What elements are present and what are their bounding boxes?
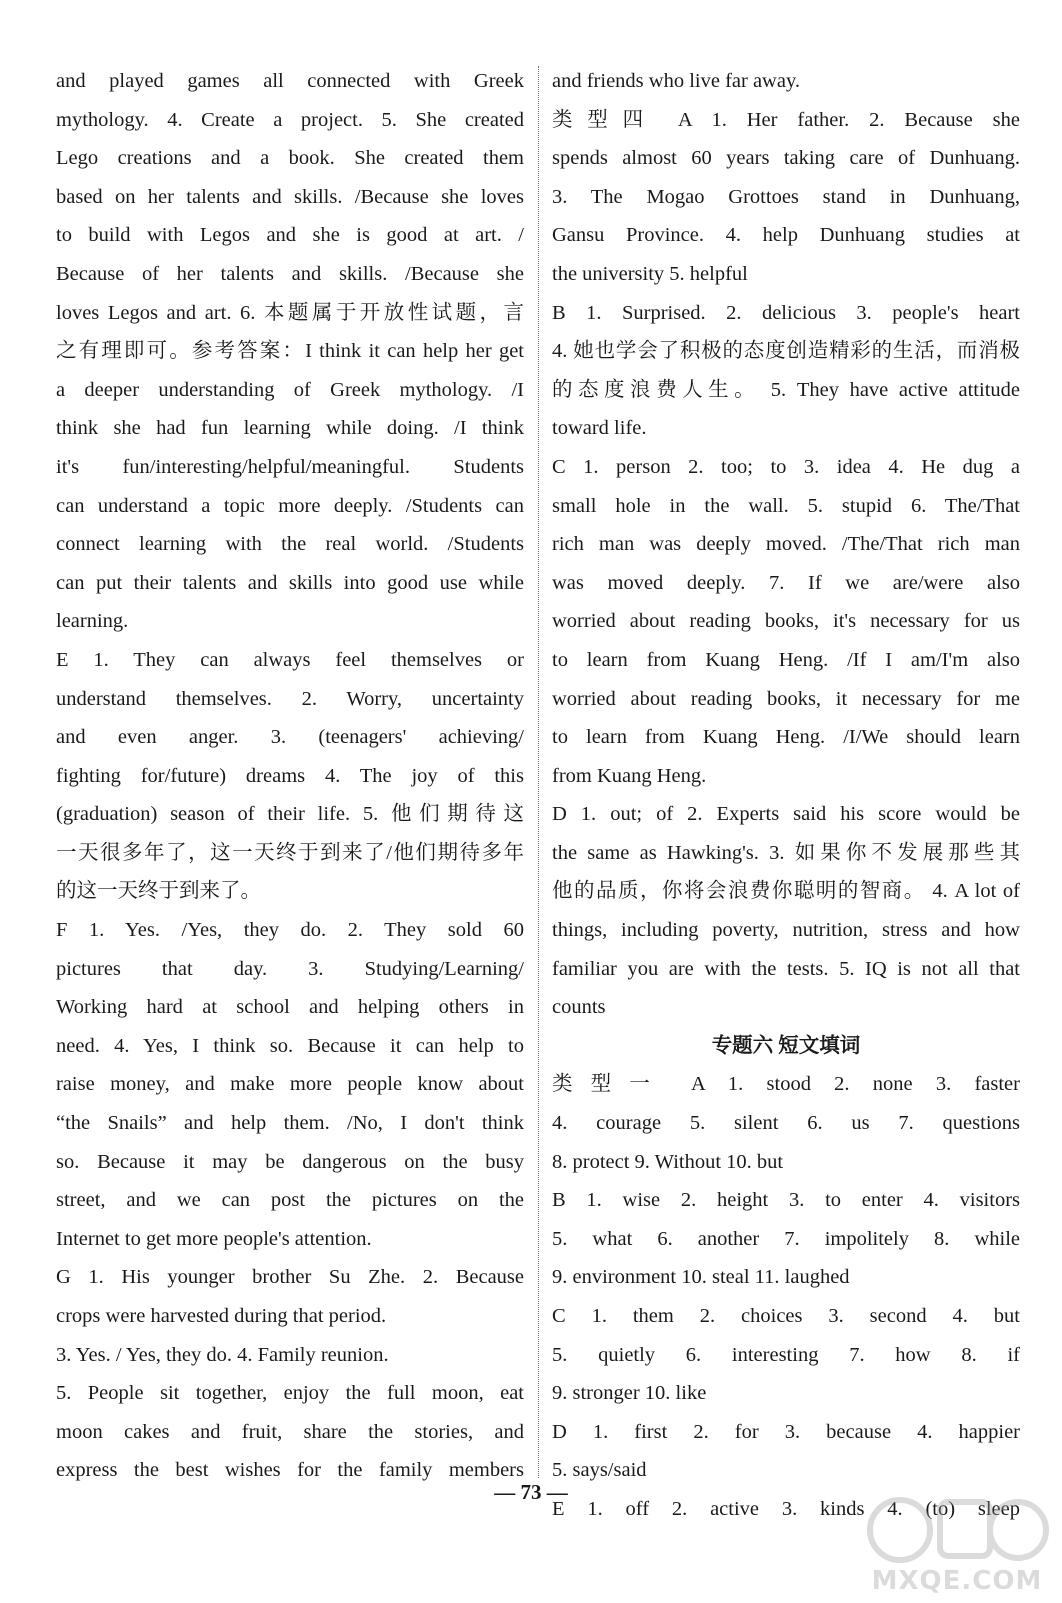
left-answer-line: understand themselves. 2. Worry, uncertainty <box>56 687 524 710</box>
right-answer-line: D 1. first 2. for 3. because 4. happier <box>552 1420 1020 1443</box>
left-answer-line: and played games all connected with Greek <box>56 70 524 92</box>
left-answer-line: learning. <box>56 610 129 633</box>
right-answer-line: and friends who live far away. <box>552 70 800 92</box>
left-answer-line: raise money, and make more people know about <box>56 1073 524 1096</box>
left-answer-line: loves Legos and art. 6. 本题属于开放性试题，言 <box>56 301 524 324</box>
right-answer-line: was moved deeply. 7. If we are/were also <box>552 571 1020 594</box>
right-answer-line: worried about reading books, it necessary for me <box>552 687 1020 710</box>
left-answer-line: pictures that day. 3. Studying/Learning/ <box>56 957 524 980</box>
left-answer-line: can put their talents and skills into good use while <box>56 571 524 594</box>
page-number: — 73 — <box>494 1480 568 1504</box>
left-answer-line: street, and we can post the pictures on the <box>56 1189 524 1212</box>
left-answer-line: and even anger. 3. (teenagers' achieving/ <box>56 726 524 749</box>
right-answer-line: B 1. wise 2. height 3. to enter 4. visitors <box>552 1189 1020 1212</box>
right-answer-line: small hole in the wall. 5. stupid 6. The/That <box>552 494 1020 517</box>
left-answer-line: Lego creations and a book. She created them <box>56 147 524 170</box>
column-divider <box>538 66 539 1478</box>
left-answer-line: it's fun/interesting/helpful/meaningful. Students <box>56 455 524 478</box>
left-answer-line: fighting for/future) dreams 4. The joy of this <box>56 764 524 787</box>
right-answer-line: 5. says/said <box>552 1459 647 1482</box>
right-answer-line: 5. what 6. another 7. impolitely 8. while <box>552 1227 1020 1250</box>
right-answer-line: to learn from Kuang Heng. /If I am/I'm also <box>552 648 1020 671</box>
left-column <box>56 62 524 1490</box>
watermark-logo <box>862 1492 1052 1598</box>
right-answer-line: things, including poverty, nutrition, stress and how <box>552 919 1020 942</box>
right-answer-line: 9. stronger 10. like <box>552 1382 707 1405</box>
right-answer-line: 3. The Mogao Grottoes stand in Dunhuang, <box>552 185 1020 208</box>
right-answer-line: 4. 她也学会了积极的态度创造精彩的生活，而消极 <box>552 340 1020 363</box>
right-answer-line: B 1. Surprised. 2. delicious 3. people's heart <box>552 301 1020 324</box>
right-answer-line: D 1. out; of 2. Experts said his score would be <box>552 803 1020 826</box>
right-answer-line: the university 5. helpful <box>552 262 748 285</box>
right-answer-line: 8. protect 9. Without 10. but <box>552 1150 784 1173</box>
left-answer-line: connect learning with the real world. /Students <box>56 533 524 556</box>
left-answer-line: G 1. His younger brother Su Zhe. 2. Because <box>56 1266 524 1289</box>
left-answer-line: 5. People sit together, enjoy the full moon, eat <box>56 1382 524 1405</box>
left-answer-line: 的这一天终于到来了。 <box>56 880 261 903</box>
left-answer-line: to build with Legos and she is good at art. / <box>56 224 524 247</box>
right-answer-line: toward life. <box>552 417 647 440</box>
right-answer-line: C 1. person 2. too; to 3. idea 4. He dug a <box>552 455 1020 478</box>
left-answer-line: Internet to get more people's attention. <box>56 1227 372 1250</box>
left-answer-line: moon cakes and fruit, share the stories, and <box>56 1420 524 1443</box>
left-answer-line: F 1. Yes. /Yes, they do. 2. They sold 60 <box>56 919 524 942</box>
left-answer-line: need. 4. Yes, I think so. Because it can help to <box>56 1034 524 1057</box>
right-answer-line: rich man was deeply moved. /The/That rich man <box>552 533 1020 556</box>
right-answer-line: 专题六 短文填词 <box>711 1034 861 1057</box>
left-answer-line: 3. Yes. / Yes, they do. 4. Family reunion. <box>56 1343 389 1366</box>
right-answer-line: 类型一 A 1. stood 2. none 3. faster <box>552 1073 1020 1096</box>
right-answer-line: 类型四 A 1. Her father. 2. Because she <box>552 108 1020 131</box>
left-answer-line: so. Because it may be dangerous on the busy <box>56 1150 524 1173</box>
right-column <box>552 62 1020 1529</box>
right-answer-line: to learn from Kuang Heng. /I/We should learn <box>552 726 1020 749</box>
right-answer-line: counts <box>552 996 606 1019</box>
left-answer-line: Working hard at school and helping others in <box>56 996 524 1019</box>
right-answer-line: 他的品质，你将会浪费你聪明的智商。 4. A lot of <box>552 880 1020 903</box>
left-answer-line: based on her talents and skills. /Because she loves <box>56 185 524 208</box>
left-answer-line: (graduation) season of their life. 5. 他们期待这 <box>56 803 524 826</box>
right-answer-line: familiar you are with the tests. 5. IQ is not all that <box>552 957 1020 980</box>
left-answer-line: express the best wishes for the family members <box>56 1459 524 1482</box>
left-answer-line: mythology. 4. Create a project. 5. She created <box>56 108 524 131</box>
left-answer-line: E 1. They can always feel themselves or <box>56 648 524 671</box>
right-answer-line: spends almost 60 years taking care of Dunhuang. <box>552 147 1020 170</box>
left-answer-line: 一天很多年了，这一天终于到来了/他们期待多年 <box>56 841 524 864</box>
left-answer-line: a deeper understanding of Greek mythology. /I <box>56 378 524 401</box>
right-answer-line: worried about reading books, it's necessary for us <box>552 610 1020 633</box>
right-answer-line: Gansu Province. 4. help Dunhuang studies at <box>552 224 1020 247</box>
left-answer-line: Because of her talents and skills. /Because she <box>56 262 524 285</box>
right-answer-line: from Kuang Heng. <box>552 764 707 787</box>
right-answer-line: 的态度浪费人生。 5. They have active attitude <box>552 378 1020 401</box>
left-answer-line: crops were harvested during that period. <box>56 1305 387 1327</box>
right-answer-line: 5. quietly 6. interesting 7. how 8. if <box>552 1343 1020 1366</box>
left-answer-line: 之有理即可。参考答案：I think it can help her get <box>56 340 524 363</box>
left-answer-line: “the Snails” and help them. /No, I don't think <box>56 1112 524 1135</box>
right-answer-line: 4. courage 5. silent 6. us 7. questions <box>552 1112 1020 1135</box>
right-answer-line: the same as Hawking's. 3. 如果你不发展那些其 <box>552 841 1020 864</box>
watermark-text: MXQE.COM <box>871 1566 1043 1596</box>
right-answer-line: 9. environment 10. steal 11. laughed <box>552 1266 850 1289</box>
left-answer-line: can understand a topic more deeply. /Students can <box>56 494 524 517</box>
left-answer-line: think she had fun learning while doing. /I think <box>56 417 524 440</box>
right-answer-line: E 1. off 2. active 3. kinds 4. (to) sleep <box>552 1497 1020 1520</box>
right-answer-line: C 1. them 2. choices 3. second 4. but <box>552 1305 1020 1327</box>
